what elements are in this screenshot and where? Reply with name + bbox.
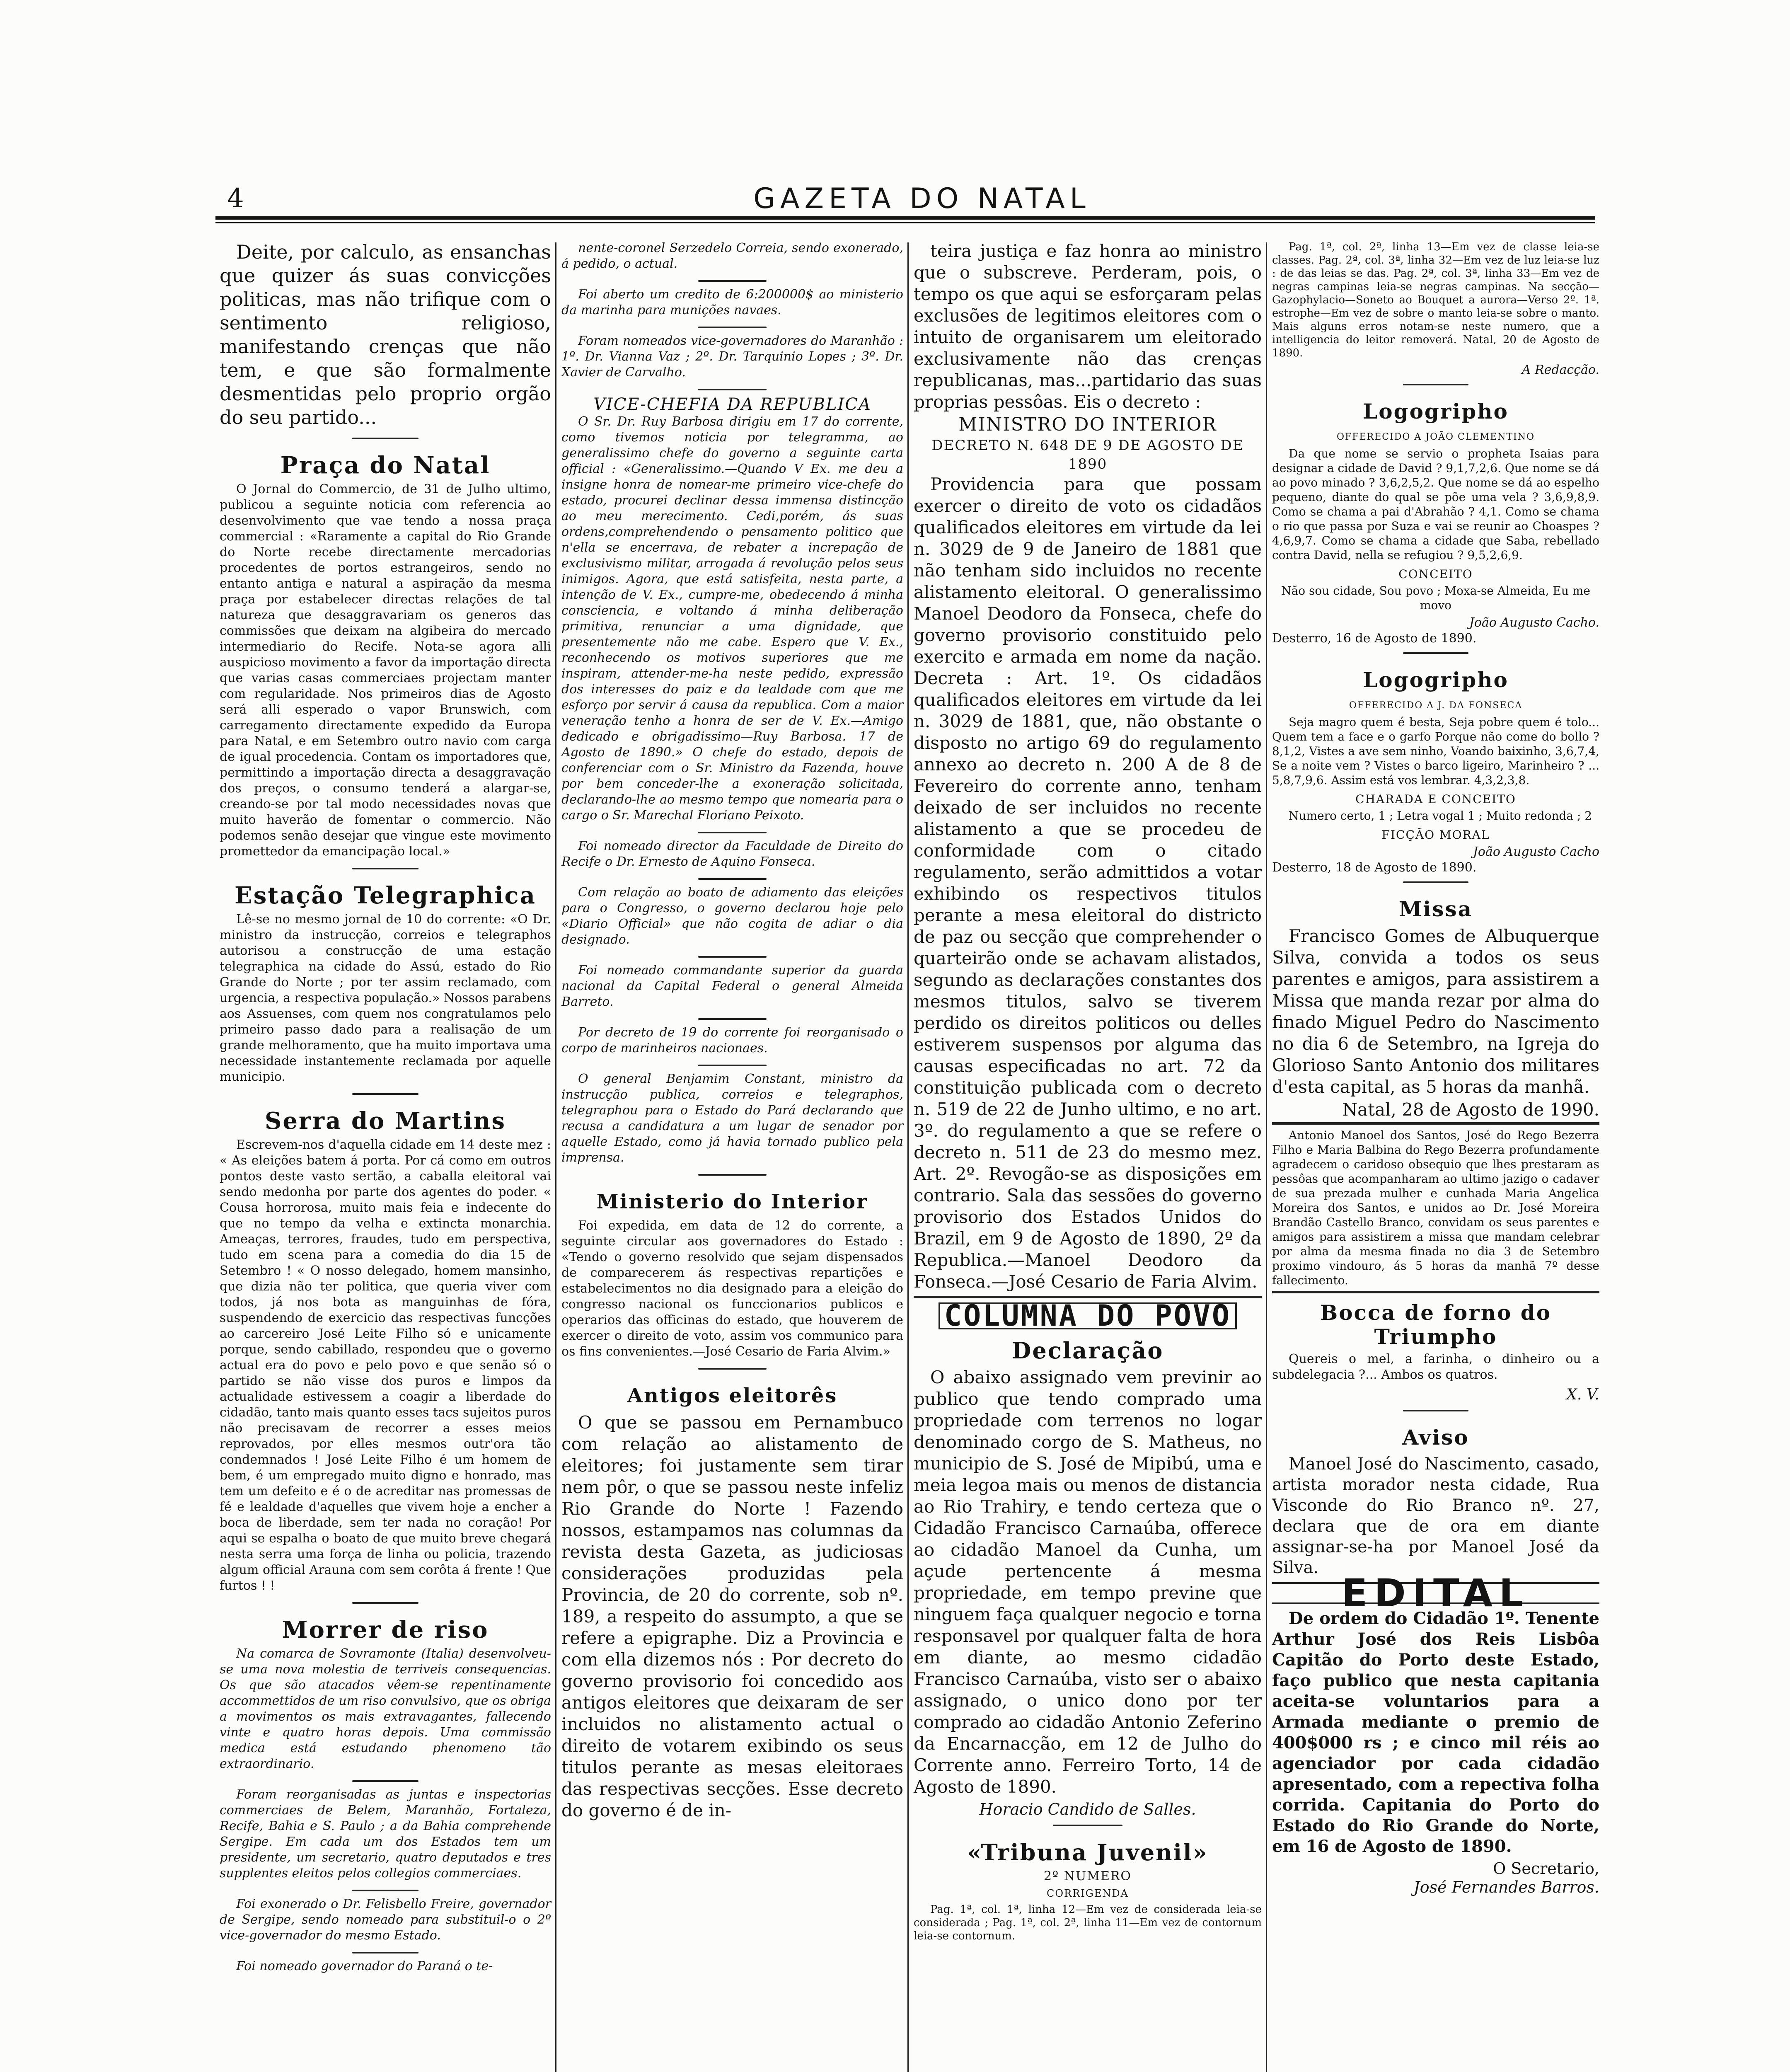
- separator: [561, 826, 903, 838]
- masthead-rule-thin: [215, 222, 1595, 223]
- separator: [561, 1059, 903, 1071]
- section-rule: [914, 1296, 1262, 1298]
- article-text: Providencia para que possam exercer o direito de voto os cidadãos qualificados eleitores em virtude da lei n. 3029 de 9 de Janeiro de 1881 que não tenham sido incluidos no recente alistamento eleitoral. O generalissimo Manoel Deodoro da Fonseca, chefe do governo provisorio constituido pelo exercito e armada em nome da nação. Decreta : Art. 1º. Os cidadãos qualificados eleitores em virtude da lei n. 3029 de 1881, que, não obstante o disposto no artigo 69 do regulamento annexo ao decreto n. 200 A de 8 de Fevereiro do corrente anno, tenham deixado de ser incluidos no recente alistamento a que se procedeu de conformidade com o citado regulamento, serão admittidos a votar exhibindo os respectivos titulos perante a mesa eleitoral do districto de paz ou secção que comprehender o quarteirão onde se achavam alistados, segundo as declarações constantes dos mesmos titulos, salvo se tiverem perdido os direitos politicos ou delles estiverem suspensos por alguma das causas especificadas no art. 72 da constituição publicada com o decreto n. 519 de 22 de Junho ultimo, e no art. 3º. do regulamento a que se refere o decreto n. 511 de 23 do mesmo mez. Art. 2º. Revogão-se as disposições em contrario. Sala das sessões do governo provisorio dos Estados Unidos do Brazil, em 9 de Agosto de 1890, 2º da Republica.—Manoel Deodoro da Fonseca.—José Cesario de Faria Alvim.: [914, 474, 1262, 1292]
- article-text: Foi nomeado commandante superior da guarda nacional da Capital Federal o general Almeida Barreto.: [561, 963, 903, 1009]
- article-text: Foram nomeados vice-governadores do Maranhão : 1º. Dr. Vianna Vaz ; 2º. Dr. Tarquinio Lopes ; 3º. Dr. Xavier de Carvalho.: [561, 334, 903, 380]
- article-text: Pag. 1ª, col. 2ª, linha 13—Em vez de classe leia-se classes. Pag. 2ª, col. 3ª, linha 32—Em vez de luz leia-se luz : de das leias se das. Pag. 2ª, col. 3ª, linha 33—Em vez de negras campinas leia-se negras campinas. Na secção—Gazophylacio—Soneto ao Bouquet a aurora—Verso 2º. 1ª. estrophe—Em vez de sobre o manto leia-se sobre o manto. Mais alguns erros notam-se neste numero, que a intelligencia do leitor removerá. Natal, 20 de Agosto de 1890.: [1272, 241, 1599, 359]
- subheading: FICÇÃO MORAL: [1381, 828, 1490, 842]
- subheading: CHARADA E CONCEITO: [1355, 792, 1516, 806]
- article-text: O general Benjamim Constant, ministro da instrucção publica, correios e telegraphos, telegraphou para o Estado do Pará declarando que recusa a candidatura a um lugar de senador por aquelle Estado, como já havia tornado publico pela imprensa.: [561, 1072, 903, 1165]
- separator: [561, 383, 903, 395]
- puzzle-text: Seja magro quem é besta, Seja pobre quem é tolo... Quem tem a face e o garfo Porque não come do bollo ? 8,1,2, Vistes a ave sem ninho, Voando baixinho, 3,6,7,4, Se a noite vem ? Vistes o barco ligeiro, Marinheiro ? ... 5,8,7,9,6. Assim está vos lembrar. 4,3,2,3,8.: [1272, 715, 1599, 787]
- article-text: De ordem do Cidadão 1º. Tenente Arthur José dos Reis Lisbôa Capitão do Porto deste Estado, faço publico que nesta capitania aceita-se voluntarios para a Armada mediante o premio de 400$000 rs ; e cinco mil réis ao agenciador por cada cidadão apresentado, com a repectiva folha corrida. Capitania do Porto do Estado do Rio Grande do Norte, em 16 de Agosto de 1890.: [1272, 1609, 1599, 1856]
- article-heading: «Tribuna Juvenil»: [967, 1839, 1208, 1866]
- masthead-rule-thick: [215, 216, 1595, 220]
- article-text: Antonio Manoel dos Santos, José do Rego Bezerra Filho e Maria Balbina do Rego Bezerra profundamente agradecem o caridoso obsequio que lhes prestaram as pessôas que acompanharam ao ultimo jazigo o cadaver de sua prezada mulher e cunhada Maria Angelica Moreira dos Santos, e unidos ao Dr. José Moreira Brandão Castello Branco, convidam os seus parentes e amigos para assistirem a missa que mandam celebrar por alma da mesma finada no dia 3 de Setembro proximo vindouro, ás 5 horas da manhã 7º desse fallecimento.: [1272, 1128, 1599, 1287]
- article-text: Por decreto de 19 do corrente foi reorganisado o corpo de marinheiros nacionaes.: [561, 1025, 903, 1055]
- edital-title: EDITAL: [1272, 1582, 1599, 1604]
- subheading: OFFERECIDO A J. DA FONSECA: [1349, 700, 1523, 711]
- article-heading: Morrer de riso: [282, 1616, 489, 1644]
- subheading: OFFERECIDO A JOÃO CLEMENTINO: [1336, 432, 1535, 442]
- article-heading: MINISTRO DO INTERIOR: [958, 414, 1217, 435]
- article-heading: Antigos eleitorês: [627, 1384, 838, 1407]
- masthead-title: GAZETA DO NATAL: [753, 182, 1091, 215]
- column-divider: [555, 242, 556, 2072]
- article-text: Lê-se no mesmo jornal de 10 do corrente: «O Dr. ministro da instrucção, correios e telegraphos autorisou a construcção de uma estação telegraphica na cidade do Assú, estado do Rio Grande do Norte ; por ter assim reclamado, com urgencia, a respectiva população.» Nossos parabens aos Assuenses, com quem nos congratulamos pelo primeiro passo dado para a realisação de um grande melhoramento, que ha muito importava uma necessidade instantemente reclamada por aquelle municipio.: [220, 912, 551, 1084]
- separator: [220, 862, 551, 874]
- puzzle-text: Não sou cidade, Sou povo ; Moxa-se Almeida, Eu me movo: [1281, 584, 1590, 612]
- signature: José Fernandes Barros.: [1413, 1878, 1599, 1896]
- article-text: Foi expedida, em data de 12 do corrente, a seguinte circular aos governadores do Estado : «Tendo o governo resolvido que sejam dispensados de comparecerem ás respectivas repartições e estabelecimentos no dia designado para a eleição do congresso nacional os funccionarios publicos e operarios das officinas do estado, que houverem de exercer o direito de voto, assim vos communico para os fins convenientes.—José Cesario de Faria Alvim.»: [561, 1218, 903, 1359]
- signature: A Redacção.: [1522, 363, 1599, 377]
- separator: [1272, 378, 1599, 390]
- article-text: Pag. 1ª, col. 1ª, linha 12—Em vez de considerada leia-se considerada ; Pag. 1ª, col. 2ª, linha 11—Em vez de contornum leia-se contornum.: [914, 1903, 1262, 1942]
- article-text: Foram reorganisadas as juntas e inspectorias commerciaes de Belem, Maranhão, Fortaleza, Recife, Bahia e S. Paulo ; a da Bahia comprehende Sergipe. Em cada um dos Estados tem um presidente, um secretario, quatro deputados e tres supplentes eleitos pelos collegios commerciaes.: [220, 1787, 551, 1881]
- separator: [220, 1774, 551, 1787]
- subheading: CONCEITO: [1398, 567, 1473, 581]
- separator: [561, 1012, 903, 1025]
- dateline: Desterro, 16 de Agosto de 1890.: [1272, 631, 1477, 646]
- column-1: [220, 240, 551, 1977]
- section-rule: [1272, 1122, 1599, 1125]
- separator: [220, 1596, 551, 1609]
- decree-heading: DECRETO N. 648 DE 9 DE AGOSTO DE 1890: [931, 437, 1244, 472]
- article-text: Escrevem-nos d'aquella cidade em 14 deste mez : « As eleições batem á porta. Por cá como em outros pontos deste vasto sertão, a caballa eleitoral vai sendo medonha por parte dos agentes do poder. « Cousa horrorosa, muito mais feia e indecente do que no tempo da velha e extincta monarchia. Ameaças, terrores, fraudes, tudo em perspectiva, tudo em scena para a comedia do dia 15 de Setembro ! « O nosso delegado, homem mansinho, que dizia não ter politica, que queria viver com todos, já nos bota as manguinhas de fóra, suspendendo de exercicio das respectivas funcções ao carcereiro José Leite Filho só e unicamente porque, sendo cabillado, respondeu que o governo actual era do povo e pelo povo e que senão só o partido se não visse dos puros e limpos da actualidade estivessem a coagir a liberdade do cidadão, tanto mais quanto esses tacs sujeitos puros não precisavam de recorrer a esses meios reprovados, por elles mesmos outr'ora tão condemnados ! José Leite Filho é um homem de bem, é um empregado muito digno e honrado, mas tem um defeito e é o de acreditar nas promessas de fé e lealdade d'aquelles que vivem hoje a encher a boca de liberdade, sem ter nada no coração! Por aqui se espalha o boato de que muito breve chegará nesta serra uma força de linha ou policia, trazendo algum official Arauna com sem corôta á frente ! Que furtos ! !: [220, 1138, 551, 1593]
- signature: João Augusto Cacho: [1473, 845, 1599, 859]
- separator: [1272, 646, 1599, 659]
- page-number: 4: [227, 183, 244, 214]
- article-heading: Missa: [1398, 897, 1473, 921]
- article-heading: Serra do Martins: [264, 1107, 506, 1135]
- separator: [1272, 1404, 1599, 1416]
- separator: [220, 1087, 551, 1100]
- article-text: Manoel José do Nascimento, casado, artista morador nesta cidade, Rua Visconde do Rio Branco nº. 27, declara que de ora em diante assignar-se-ha por Manoel José da Silva.: [1272, 1455, 1599, 1577]
- article-text: Foi nomeado governador do Paraná o te-: [236, 1959, 493, 1973]
- separator: [220, 1946, 551, 1958]
- article-text: Foi nomeado director da Faculdade de Direito do Recife o Dr. Ernesto de Aquino Fonseca.: [561, 839, 903, 869]
- article-text: Francisco Gomes de Albuquerque Silva, convida a todos os seus parentes e amigos, para assistirem a Missa que manda rezar por alma do finado Miguel Pedro do Nascimento no dia 6 de Setembro, na Igreja do Glorioso Santo Antonio dos militares d'esta capital, as 5 horas da manhã.: [1272, 926, 1599, 1097]
- separator: [561, 1168, 903, 1181]
- article-heading: Aviso: [1402, 1425, 1469, 1450]
- article-text: Na comarca de Sovramonte (Italia) desenvolveu-se uma nova molestia de terriveis consequencias. Os que são atacados vêem-se repentinamente accommettidos de um riso convulsivo, que os obriga a movimentos os mais extravagantes, fallecendo vinte e quatro horas depois. Uma commissão medica está estudando phenomeno tão extraordinario.: [220, 1646, 551, 1771]
- subheading: CORRIGENDA: [1047, 1888, 1129, 1899]
- separator: [561, 872, 903, 885]
- article-heading: Ministerio do Interior: [596, 1190, 868, 1213]
- puzzle-text: Da que nome se servio o propheta Isaias para designar a cidade de David ? 9,1,7,2,6. Que nome se dá ao povo minado ? 3,6,2,5,2. Que nome se dá ao espelho pequeno, diante do qual se põe uma vela ? 3,6,9,8,9. Como se chama a pai d'Abrahão ? 4,1. Como se chama o rio que passa por Suza e vai se reunir ao Choaspes ? 4,6,9,7. Como se chama a cidade que Saba, rebellado contra David, nella se refugiou ? 9,5,2,6,9.: [1272, 447, 1599, 562]
- article-heading: Logogripho: [1363, 668, 1509, 692]
- separator: [1272, 876, 1599, 888]
- article-text: Foi exonerado o Dr. Felisbello Freire, governador de Sergipe, sendo nomeado para substituil-o o 2º vice-governador do mesmo Estado.: [220, 1897, 551, 1943]
- column-3: [914, 240, 1262, 1945]
- article-text: O que se passou em Pernambuco com relação ao alistamento de eleitores; foi justamente sem tirar nem pôr, o que se passou neste infeliz Rio Grande do Norte ! Fazendo nossos, estampamos nas columnas da revista desta Gazeta, as judiciosas considerações produzidas pela Provincia, de 20 do corrente, sob nº. 189, a respeito do assumpto, a que se refere a epigraphe. Diz a Provincia e com ella dizemos nós : Por decreto do governo provisorio foi concedido aos antigos eleitores que deixaram de ser incluidos no alistamento actual o direito de votarem exibindo os seus titulos perante as mesas eleitoraes das respectivas secções. Esse decreto do governo é de in-: [561, 1412, 903, 1820]
- article-heading: Praça do Natal: [280, 452, 491, 479]
- separator: [561, 950, 903, 963]
- subheading: 2º NUMERO: [1043, 1869, 1132, 1883]
- article-text: Quereis o mel, a farinha, o dinheiro ou a subdelegacia ?... Ambos os quatros.: [1272, 1352, 1599, 1382]
- dateline: Desterro, 18 de Agosto de 1890.: [1272, 860, 1477, 875]
- separator: [561, 321, 903, 333]
- article-text: Foi aberto um credito de 6:200000$ ao ministerio da marinha para munições navaes.: [561, 287, 903, 317]
- article-text: O Sr. Dr. Ruy Barbosa dirigiu em 17 do corrente, como tivemos noticia por telegramma, ao generalissimo chefe do governo a seguinte carta official : «Generalissimo.—Quando V Ex. me deu a insigne honra de nomear-me primeiro vice-chefe do estado, procurei declinar dessa immensa distincção ao meu merecimento. Cedi,porém, ás suas ordens,comprehendendo o pensamento politico que n'ella se encerrava, de rebater a increpação de exclusivismo militar, arrogada á revolução pelos seus inimigos. Agora, que está satisfeita, nesta parte, a intenção de V. Ex., cumpre-me, obedecendo á minha consciencia, e voltando á minha deliberação primitiva, renunciar a uma dignidade, que presentemente não me cabe. Espero que V. Ex., reconhecendo os motivos superiores que me inspiram, attender-me-ha neste pedido, expressão dos interesses do paiz e da lealdade com que me esforço por servir á causa da republica. Com a maior veneração tenho a honra de ser de V. Ex.—Amigo dedicado e obrigadissimo—Ruy Barbosa. 17 de Agosto de 1890.» O chefe do estado, depois de conferenciar com o Sr. Ministro da Fazenda, houve por bem conceder-lhe a exoneração solicitada, declarando-lhe ao mesmo tempo que nomearia para o cargo o Sr. Marechal Floriano Peixoto.: [561, 414, 903, 823]
- column-4: [1272, 240, 1599, 1897]
- signature: João Augusto Cacho.: [1469, 615, 1599, 630]
- separator: [914, 1819, 1262, 1831]
- separator: [561, 1362, 903, 1375]
- column-2: [561, 240, 903, 1824]
- dateline: Natal, 28 de Agosto de 1990.: [1342, 1099, 1599, 1120]
- article-text: nente-coronel Serzedelo Correia, sendo exonerado, á pedido, o actual.: [561, 241, 903, 271]
- article-heading: VICE-CHEFIA DA REPUBLICA: [593, 395, 871, 414]
- puzzle-text: Numero certo, 1 ; Letra vogal 1 ; Muito redonda ; 2: [1289, 809, 1592, 823]
- column-divider: [907, 242, 909, 2072]
- separator: [220, 432, 551, 444]
- section-rule: [1272, 1291, 1599, 1293]
- article-text: O abaixo assignado vem previnir ao publico que tendo comprado uma propriedade com terrenos no logar denominado corgo de S. Matheus, no municipio de S. José de Mipibú, uma e meia legoa mais ou menos de distancia ao Rio Trahiry, e tendo certeza que o Cidadão Francisco Carnaúba, offerece ao cidadão Manoel da Cunha, um açude pertencente á mesma propriedade, em tempo previne que ninguem faça qualquer negocio e torna responsavel por qualquer falta de hora em diante, ao mesmo cidadão Francisco Carnaúba, visto ser o abaixo assignado, o unico dono por ter comprado ao cidadão Antonio Zeferino da Encarnacção, em 12 de Julho do Corrente anno. Ferreiro Torto, 14 de Agosto de 1890.: [914, 1367, 1262, 1797]
- section-title: COLUMNA DO POVO: [939, 1302, 1237, 1329]
- article-text: teira justiça e faz honra ao ministro que o subscreve. Perderam, pois, o tempo os que aqui se esforçaram pelas exclusões de legitimos eleitores com o intuito de organisarem um eleitorado exclusivamente não das crenças republicanas, mas...partidario das suas proprias pessôas. Eis o decreto :: [914, 241, 1262, 412]
- article-heading: Bocca de forno do Triumpho: [1320, 1300, 1552, 1349]
- signature: X. V.: [1566, 1386, 1599, 1403]
- signature: O Secretario,: [1493, 1859, 1599, 1878]
- article-text: Deite, por calculo, as ensanchas que quizer ás suas convicções politicas, mas não trifique com o sentimento religioso, manifestando crenças que não tem, e que são formalmente desmentidas pelo proprio orgão do seu partido...: [220, 241, 551, 428]
- signature: Horacio Candido de Salles.: [979, 1800, 1196, 1818]
- article-heading: Estação Telegraphica: [235, 882, 536, 909]
- article-heading: Declaração: [1011, 1337, 1164, 1364]
- article-text: Com relação ao boato de adiamento das eleições para o Congresso, o governo declarou hoje pelo «Diario Official» que não cogita de adiar o dia designado.: [561, 885, 903, 947]
- separator: [220, 1884, 551, 1896]
- article-heading: Logogripho: [1363, 399, 1509, 424]
- separator: [561, 274, 903, 287]
- column-divider: [1266, 242, 1267, 2072]
- article-text: O Jornal do Commercio, de 31 de Julho ultimo, publicou a seguinte noticia com referencia ao desenvolvimento que vae tendo a nossa praça commercial : «Raramente a capital do Rio Grande do Norte recebe directamente mercadorias procedentes de portos estrangeiros, sendo no entanto antiga e natural a aspiração da mesma praça por estabelecer directas relações de tal natureza que desaggravariam os generos das commissões que deixam na algibeira do mercado intermediario do Recife. Nota-se agora alli auspicioso movimento a favor da importação directa que varias casas commerciaes projectam manter com regularidade. Nos primeiros dias de Agosto será alli esperado o vapor Brunswich, com carregamento directamente expedido da Europa para Natal, e em Setembro outro navio com carga de igual procedencia. Contam os importadores que, permittindo a importação directa a desaggravação dos preços, o consumo tenderá a alargar-se, creando-se por tal modo necessidades novas que muito haverão de fomentar o commercio. Não podemos senão desejar que vingue este movimento promettedor da emancipação local.»: [220, 482, 551, 859]
